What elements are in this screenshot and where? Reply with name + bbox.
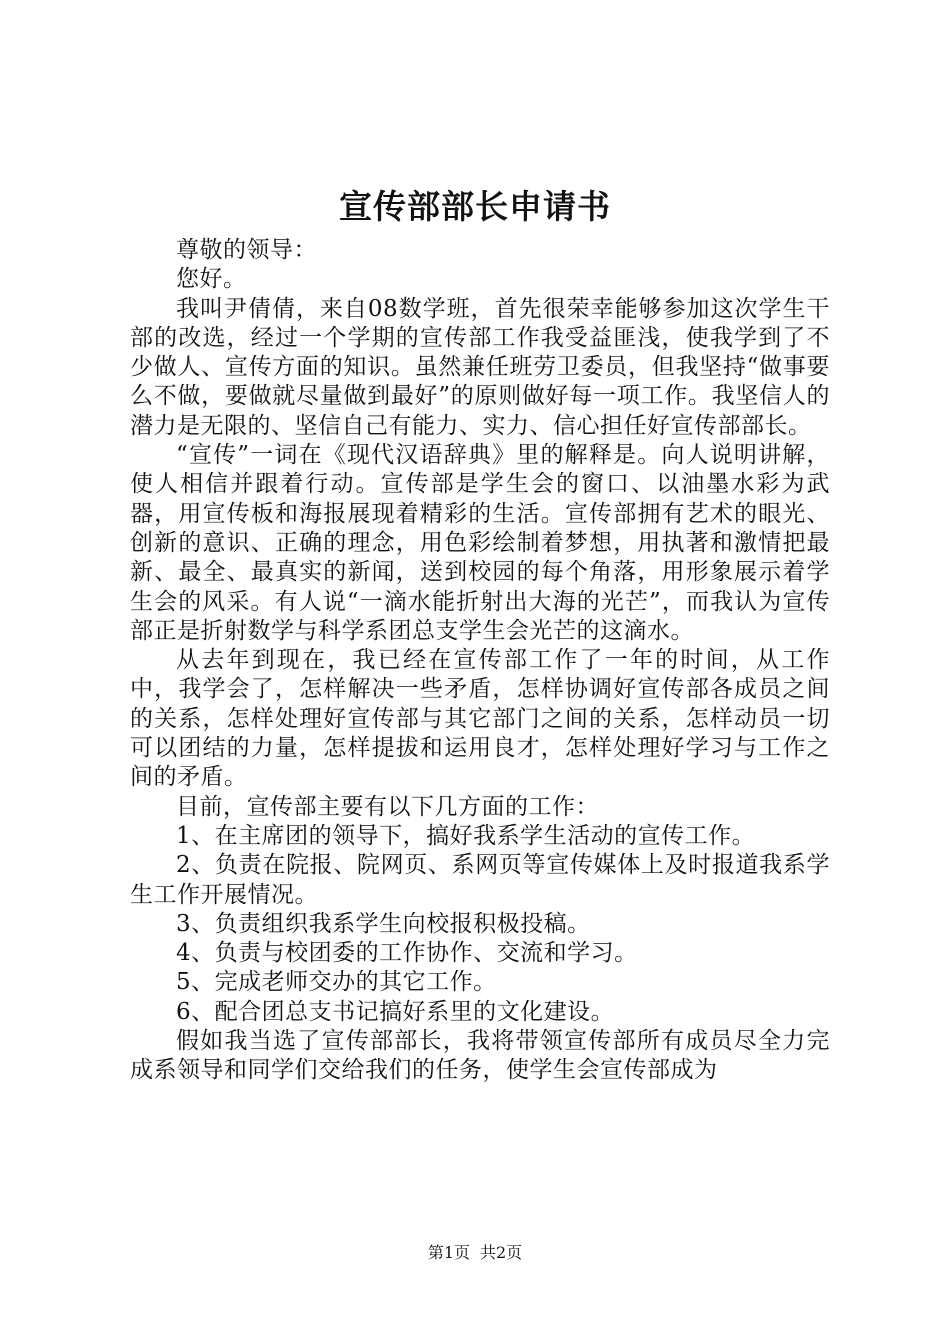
greeting: 您好。 [176, 266, 247, 293]
paragraph-pledge: 假如我当选了宣传部部长，我将带领宣传部所有成员尽全力完成系领导和同学们交给我们的任务，使学生会宣传部成为 [130, 1028, 830, 1084]
paragraph-intro: 我叫尹倩倩，来自08数学班，首先很荣幸能够参加这次学生干部的改选，经过一个学期的宣传部工作我受益匪浅，使我学到了不少做人、宣传方面的知识。虽然兼任班劳卫委员，但我坚持“做事要么不做，要做就尽量做到最好”的原则做好每一项工作。我坚信人的潜力是无限的、坚信自己有能力、实力、信心担任好宣传部部长。 [130, 295, 830, 439]
duty-item-3: 3、负责组织我系学生向校报积极投稿。 [176, 910, 591, 937]
duty-item-2: 2、负责在院报、院网页、系网页等宣传媒体上及时报道我系学生工作开展情况。 [130, 852, 830, 908]
page-footer [0, 1242, 950, 1264]
salutation: 尊敬的领导： [176, 237, 317, 263]
paragraph-definition: “宣传”一词在《现代汉语辞典》里的解释是。向人说明讲解，使人相信并跟着行动。宣传部是学生会的窗口、以油墨水彩为武器，用宣传板和海报展现着精彩的生活。宣传部拥有艺术的眼光、创新的意识、正确的理念，用色彩绘制着梦想，用执著和激情把最新、最全、最真实的新闻，送到校园的每个角落，用形象展示着学生会的风采。有人说“一滴水能折射出大海的光芒”，而我认为宣传部正是折射数学与科学系团总支学生会光芒的这滴水。 [130, 442, 830, 644]
duty-item-6: 6、配合团总支书记搞好系里的文化建设。 [176, 998, 615, 1025]
duty-item-1: 1、在主席团的领导下，搞好我系学生活动的宣传工作。 [176, 822, 756, 849]
page-total: 共2页 [480, 1243, 523, 1262]
paragraph-experience: 从去年到现在，我已经在宣传部工作了一年的时间，从工作中，我学会了，怎样解决一些矛盾，怎样协调好宣传部各成员之间的关系，怎样处理好宣传部与其它部门之间的关系，怎样动员一切可以团结的力量，怎样提拔和运用良才，怎样处理好学习与工作之间的矛盾。 [130, 647, 830, 791]
document-body [130, 236, 830, 1086]
duty-item-4: 4、负责与校团委的工作协作、交流和学习。 [176, 940, 638, 967]
page-number: 第1页 [427, 1243, 470, 1262]
document-title: 宣传部部长申请书 [339, 187, 611, 226]
paragraph-duties-intro: 目前，宣传部主要有以下几方面的工作： [176, 793, 599, 820]
duty-item-5: 5、完成老师交办的其它工作。 [176, 969, 497, 996]
